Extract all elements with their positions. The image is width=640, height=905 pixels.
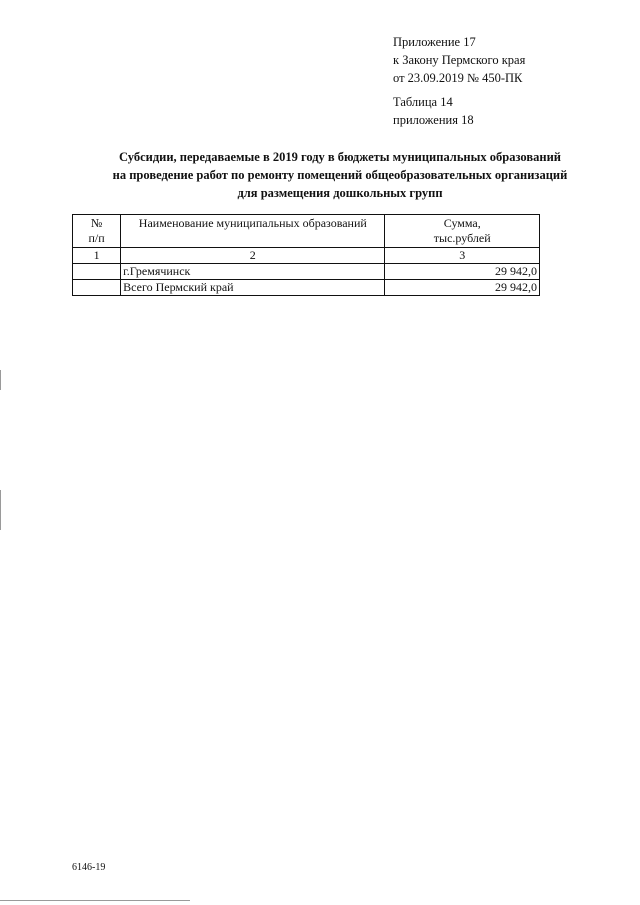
header-number-line-1: №: [90, 216, 103, 230]
header-sum-line-1: Сумма,: [443, 216, 481, 230]
appendix-line-2: к Закону Пермского края: [393, 53, 526, 67]
sum-cell: 29 942,0: [385, 264, 540, 280]
table-ref-line-2: приложения 18: [393, 113, 474, 127]
row-number-cell: [73, 280, 121, 296]
subsidy-table: [72, 214, 540, 296]
document-title: [40, 148, 640, 202]
title-line-2: на проведение работ по ремонту помещений общеобразовательных организаций: [112, 168, 568, 182]
total-name-cell: Всего Пермский край: [121, 280, 385, 296]
appendix-line-1: Приложение 17: [393, 35, 476, 49]
title-line-3: для размещения дошкольных групп: [237, 186, 443, 200]
header-sum-line-2: тыс.рублей: [433, 231, 491, 245]
table-ref-line-1: Таблица 14: [393, 95, 453, 109]
header-sum: [385, 215, 540, 248]
appendix-reference: [393, 33, 525, 87]
municipality-name-cell: г.Гремячинск: [121, 264, 385, 280]
table-reference: [393, 93, 474, 129]
column-index-cell: 2: [121, 248, 385, 264]
title-line-1: Субсидии, передаваемые в 2019 году в бюджеты муниципальных образований: [119, 150, 561, 164]
table-row: [73, 264, 540, 280]
scan-edge-mark: [0, 370, 1, 390]
column-index-cell: 1: [73, 248, 121, 264]
header-number-line-2: п/п: [88, 231, 105, 245]
header-name: [121, 215, 385, 248]
table-header-row: [73, 215, 540, 248]
appendix-line-3: от 23.09.2019 № 450-ПК: [393, 71, 523, 85]
total-sum-cell: 29 942,0: [385, 280, 540, 296]
header-number: [73, 215, 121, 248]
column-index-row: [73, 248, 540, 264]
row-number-cell: [73, 264, 121, 280]
header-name-label: Наименование муниципальных образований: [138, 216, 367, 230]
scan-edge-mark: [0, 490, 1, 530]
scan-edge-mark: [0, 900, 190, 901]
document-code: 6146-19: [72, 862, 106, 873]
table-row-total: [73, 280, 540, 296]
column-index-cell: 3: [385, 248, 540, 264]
